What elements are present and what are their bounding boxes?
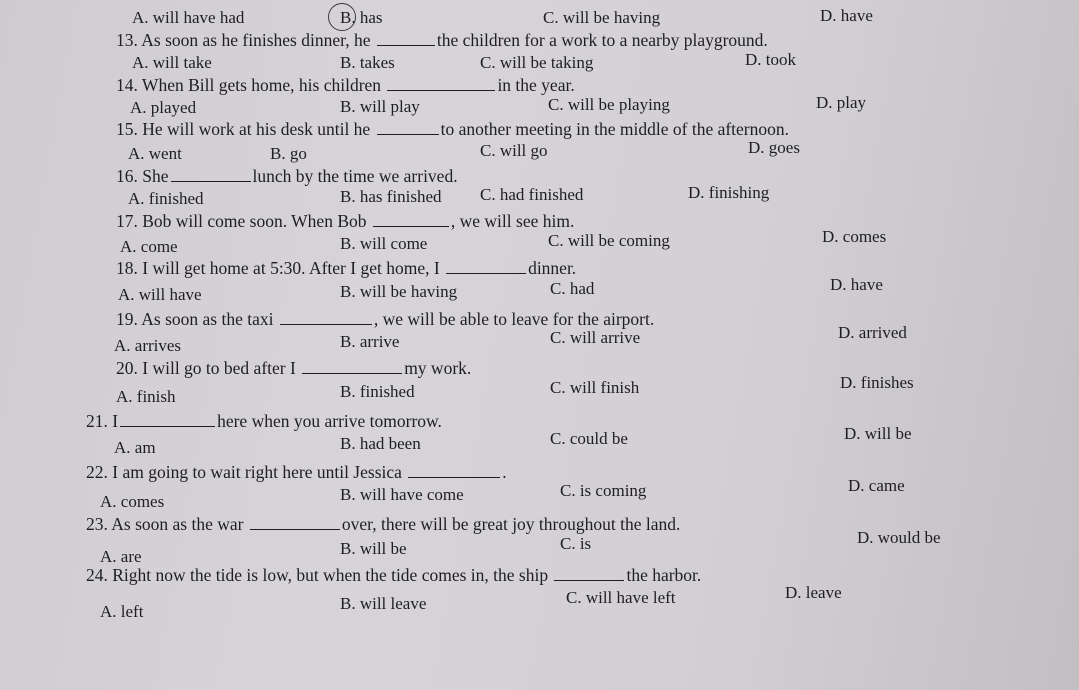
answer-option: A. will have — [118, 285, 202, 304]
answer-option: A. went — [128, 144, 182, 163]
question-text: 20. I will go to bed after I — [116, 358, 301, 378]
question-line — [116, 30, 768, 50]
question-text: over, there will be great joy throughout the land. — [341, 514, 681, 534]
question-line — [86, 411, 442, 431]
question-line — [86, 565, 701, 585]
answer-option: D. finishing — [688, 183, 770, 202]
answer-option: D. would be — [857, 528, 941, 547]
answer-blank — [302, 359, 402, 374]
answer-option: D. took — [745, 50, 796, 69]
answer-option: D. goes — [748, 138, 800, 157]
answer-option: C. will finish — [550, 378, 640, 397]
question-text: dinner. — [528, 258, 577, 278]
question-line — [86, 514, 680, 534]
question-line — [116, 166, 458, 186]
answer-option: D. comes — [822, 227, 887, 246]
answer-blank — [387, 76, 495, 91]
answer-option: B. had been — [340, 434, 421, 453]
question-text: 14. When Bill gets home, his children — [116, 75, 386, 95]
question-line — [116, 119, 789, 139]
question-text: 17. Bob will come soon. When Bob — [116, 211, 371, 231]
answer-option: C. had — [550, 279, 595, 298]
question-line — [116, 309, 654, 329]
answer-option: B. has — [340, 8, 383, 27]
answer-option: B. will play — [340, 97, 420, 116]
question-text: 13. As soon as he finishes dinner, he — [116, 30, 375, 50]
answer-blank — [373, 212, 449, 227]
question-text: to another meeting in the middle of the afternoon. — [440, 119, 790, 139]
answer-option: C. is coming — [560, 481, 647, 500]
question-line — [116, 258, 576, 278]
question-text: here when you arrive tomorrow. — [217, 411, 442, 431]
question-text: , we will be able to leave for the airport. — [373, 309, 655, 329]
question-text: my work. — [404, 358, 472, 378]
question-text: 22. I am going to wait right here until Jessica — [86, 462, 407, 482]
answer-blank — [377, 31, 435, 46]
answer-option: B. takes — [340, 53, 395, 72]
question-text: 24. Right now the tide is low, but when the tide comes in, the ship — [86, 565, 553, 585]
question-line — [116, 75, 575, 95]
answer-blank — [408, 463, 500, 478]
answer-option: A. arrives — [114, 336, 182, 355]
question-text: 19. As soon as the taxi — [116, 309, 278, 329]
answer-option: C. will be coming — [548, 231, 670, 250]
answer-option: A. comes — [100, 492, 165, 511]
answer-blank — [120, 412, 215, 427]
answer-option: A. are — [100, 547, 142, 566]
answer-option: A. finish — [116, 387, 176, 406]
answer-blank — [377, 120, 439, 135]
answer-option: A. played — [130, 98, 197, 117]
answer-option: A. am — [114, 438, 156, 457]
question-text: . — [502, 462, 507, 482]
question-text: in the year. — [497, 75, 575, 95]
answer-blank — [171, 167, 251, 182]
answer-option: C. will be taking — [480, 53, 594, 72]
answer-option: B. will have come — [340, 485, 464, 504]
answer-option: D. have — [830, 275, 883, 294]
answer-option: C. could be — [550, 429, 628, 448]
answer-option: D. have — [820, 6, 873, 25]
answer-option: D. arrived — [838, 323, 907, 342]
question-text: 15. He will work at his desk until he — [116, 119, 375, 139]
answer-option: D. leave — [785, 583, 842, 602]
question-text: , we will see him. — [450, 211, 575, 231]
question-text: 23. As soon as the war — [86, 514, 248, 534]
answer-option: C. will be playing — [548, 95, 670, 114]
answer-option: A. come — [120, 237, 178, 256]
answer-option: A. will have had — [132, 8, 245, 27]
answer-option: C. had finished — [480, 185, 584, 204]
question-line — [86, 462, 507, 482]
answer-option: C. will go — [480, 141, 548, 160]
question-text: the children for a work to a nearby playground. — [436, 30, 768, 50]
answer-option: B. arrive — [340, 332, 400, 351]
question-text: the harbor. — [626, 565, 702, 585]
question-text: 18. I will get home at 5:30. After I get home, I — [116, 258, 445, 278]
answer-option: D. finishes — [840, 373, 914, 392]
answer-option: B. go — [270, 144, 307, 163]
answer-option: C. will have left — [566, 588, 676, 607]
answer-option: A. finished — [128, 189, 204, 208]
answer-option: B. will be having — [340, 282, 458, 301]
answer-option: A. left — [100, 602, 144, 621]
answer-option: B. will come — [340, 234, 428, 253]
question-text: 21. I — [86, 411, 119, 431]
answer-option: D. play — [816, 93, 867, 112]
question-line — [116, 358, 471, 378]
pen-circle-mark — [328, 3, 356, 31]
answer-option: C. will be having — [543, 8, 661, 27]
answer-option: B. finished — [340, 382, 415, 401]
answer-option: B. will be — [340, 539, 407, 558]
answer-blank — [446, 259, 526, 274]
answer-blank — [250, 515, 340, 530]
answer-blank — [554, 566, 624, 581]
question-text: 16. She — [116, 166, 169, 186]
answer-option: A. will take — [132, 53, 212, 72]
question-text: lunch by the time we arrived. — [252, 166, 458, 186]
answer-blank — [280, 310, 372, 325]
answer-option: B. will leave — [340, 594, 427, 613]
answer-option: D. will be — [844, 424, 912, 443]
answer-option: D. came — [848, 476, 905, 495]
answer-option: B. has finished — [340, 187, 442, 206]
answer-option: C. is — [560, 534, 592, 553]
question-line — [116, 211, 574, 231]
answer-option: C. will arrive — [550, 328, 641, 347]
